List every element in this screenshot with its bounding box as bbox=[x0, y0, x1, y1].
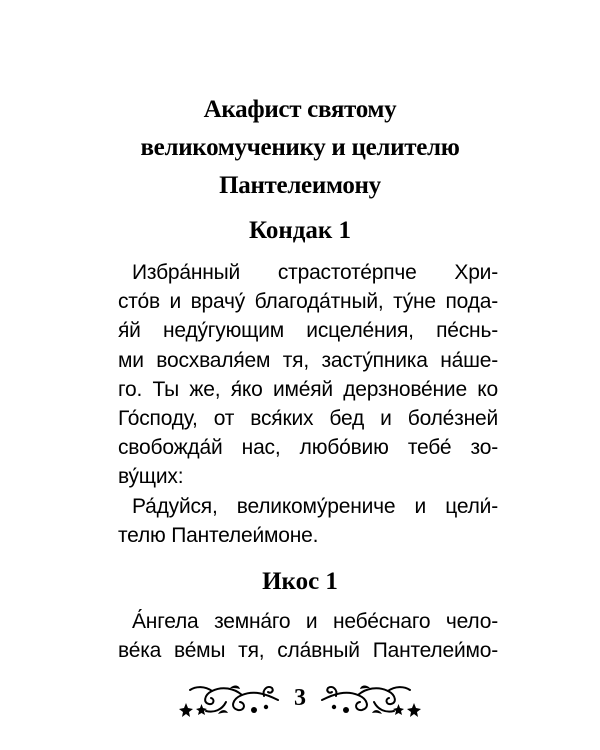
floral-ornament-icon bbox=[320, 680, 422, 718]
kondak-line: сто́в и врачу́ благода́тный, ту́не пода- bbox=[118, 290, 498, 314]
kondak-refrain-line: телю Пантелеи́моне. bbox=[118, 523, 319, 547]
kondak-line: ми восхваля́ем тя, засту́пника на́ше- bbox=[118, 348, 498, 372]
title-line-1: Акафист святому bbox=[203, 96, 397, 123]
akathist-title bbox=[0, 91, 600, 205]
ikos-line: ве́ка ве́мы тя, сла́вный Пантелеи́мо- bbox=[118, 639, 498, 663]
kondak-refrain-line: Ра́дуйся, великому́рениче и цели́- bbox=[132, 494, 498, 518]
page-number: 3 bbox=[294, 685, 306, 711]
kondak-line: я́й неду́гующим исцеле́ния, пе́снь- bbox=[118, 319, 498, 343]
ikos-line: А́нгела земна́го и небе́снаго чело- bbox=[132, 610, 498, 633]
kondak-line: го. Ты же, я́ко име́яй дерзнове́ние ко bbox=[118, 377, 498, 401]
kondak-line: Избра́нный страстоте́рпче Хри- bbox=[132, 261, 498, 284]
ikos-heading: Икос 1 bbox=[262, 568, 338, 595]
ikos-text bbox=[118, 607, 498, 665]
title-line-3: Пантелеимону bbox=[219, 172, 381, 199]
kondak-line: Го́споду, от вся́ких бед и боле́зней bbox=[118, 407, 498, 431]
title-line-2: великомученику и целителю bbox=[140, 134, 460, 161]
kondak-heading: Кондак 1 bbox=[248, 217, 352, 244]
floral-ornament-icon bbox=[178, 680, 280, 718]
page-footer bbox=[0, 680, 600, 720]
kondak-line: свобожда́й нас, любо́вию тебе́ зо- bbox=[118, 436, 498, 460]
kondak-text bbox=[118, 258, 498, 550]
kondak-line: ву́щих: bbox=[118, 465, 184, 489]
